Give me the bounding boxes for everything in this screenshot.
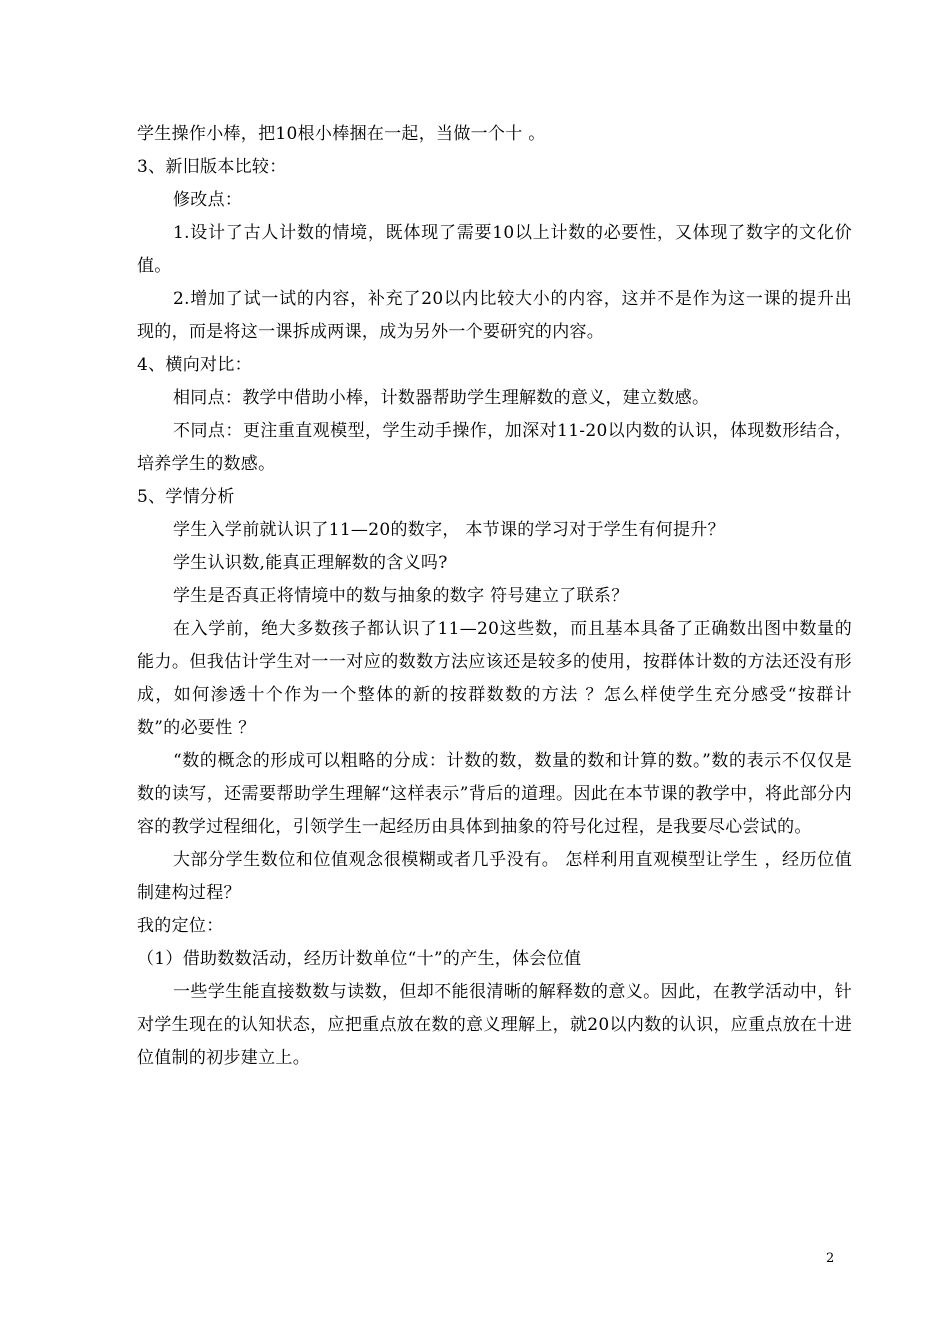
question-3: 学生是否真正将情境中的数与抽象的数字 符号建立了联系？: [173, 586, 629, 606]
change-item-2: 2.增加了试一试的内容，补充了20以内比较大小的内容，这并不是作为这一课的提升出现的，而是将这一课拆成两课，成为另外一个要研究的内容。: [137, 289, 852, 342]
section-heading-3: 3、新旧版本比较：: [137, 157, 287, 177]
section-heading-5: 5、学情分析: [137, 487, 235, 507]
text-line-operation: 学生操作小棒，把10根小棒捆在一起，当做一个十 。: [137, 124, 546, 144]
question-2: 学生认识数,能真正理解数的含义吗?: [173, 553, 448, 573]
analysis-paragraph-3: 大部分学生数位和位值观念很模糊或者几乎没有。 怎样利用直观模型让学生 ，经历位值制建构过程？: [137, 850, 852, 903]
document-body: [137, 118, 852, 1075]
changes-label: 修改点：: [173, 190, 243, 210]
same-points: 相同点：教学中借助小棒，计数器帮助学生理解数的意义，建立数感。: [173, 388, 710, 408]
different-points: 不同点：更注重直观模型，学生动手操作，加深对11-20以内数的认识，体现数形结合，培养学生的数感。: [137, 421, 852, 474]
analysis-paragraph-2: “数的概念的形成可以粗略的分成：计数的数，数量的数和计算的数。”数的表示不仅仅是数的读写，还需要帮助学生理解“这样表示”背后的道理。因此在本节课的教学中，将此部分内容的教学过程细化，引领学生一起经历由具体到抽象的符号化过程，是我要尽心尝试的。: [137, 751, 852, 837]
change-item-1: 1.设计了古人计数的情境，既体现了需要10以上计数的必要性，又体现了数字的文化价值。: [137, 223, 852, 276]
page-number: 2: [826, 1251, 835, 1266]
position-item-1: （1）借助数数活动，经历计数单位“十”的产生，体会位值: [137, 949, 582, 969]
analysis-paragraph-1: 在入学前，绝大多数孩子都认识了11—20这些数，而且基本具备了正确数出图中数量的能力。但我估计学生对一一对应的数数方法应该还是较多的使用，按群体计数的方法还没有形成，如何渗透十个作为一个整体的新的按群数数的方法 ？怎么样使学生充分感受“按群计数”的必要性 ？: [137, 619, 852, 738]
section-heading-4: 4、横向对比：: [137, 355, 252, 375]
question-1: 学生入学前就认识了11—20的数字， 本节课的学习对于学生有何提升？: [173, 520, 725, 540]
position-label: 我的定位：: [137, 916, 224, 936]
position-paragraph: 一些学生能直接数数与读数，但却不能很清晰的解释数的意义。因此，在教学活动中，针对学生现在的认知状态，应把重点放在数的意义理解上，就20以内数的认识，应重点放在十进位值制的初步建立上。: [137, 982, 852, 1068]
